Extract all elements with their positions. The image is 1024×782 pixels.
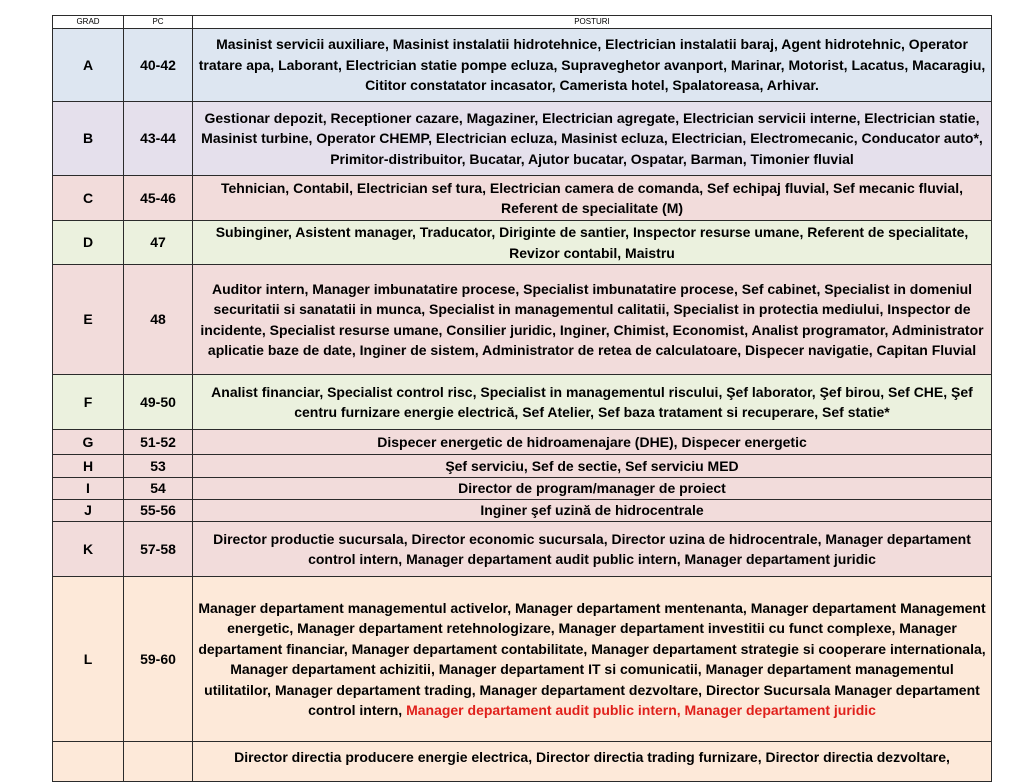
positions-cell: Inginer şef uzină de hidrocentrale <box>193 500 992 522</box>
pc-cell <box>124 742 193 782</box>
grade-cell: I <box>53 478 124 500</box>
grade-cell: K <box>53 522 124 577</box>
positions-cell: Subinginer, Asistent manager, Traducator, Diriginte de santier, Inspector resurse umane, Referent de specialitate, Revizor contabil, Maistru <box>193 221 992 265</box>
grade-cell: J <box>53 500 124 522</box>
positions-cell: Director de program/manager de proiect <box>193 478 992 500</box>
header-posturi: POSTURI <box>193 16 992 29</box>
pc-cell: 53 <box>124 455 193 478</box>
pc-cell: 54 <box>124 478 193 500</box>
grade-cell <box>53 742 124 782</box>
pc-cell: 40-42 <box>124 29 193 102</box>
pc-cell: 43-44 <box>124 102 193 176</box>
grade-cell: A <box>53 29 124 102</box>
pc-cell: 59-60 <box>124 577 193 742</box>
pc-cell: 55-56 <box>124 500 193 522</box>
table-row <box>53 522 992 577</box>
grade-cell: F <box>53 375 124 430</box>
grade-cell: C <box>53 176 124 221</box>
grade-cell: L <box>53 577 124 742</box>
table-row <box>53 221 992 265</box>
positions-cell: Şef serviciu, Sef de sectie, Sef serviciu MED <box>193 455 992 478</box>
table-row <box>53 102 992 176</box>
header-grad: GRAD <box>53 16 124 29</box>
table-row <box>53 265 992 375</box>
pc-cell: 51-52 <box>124 430 193 455</box>
positions-cell: Gestionar depozit, Receptioner cazare, Magaziner, Electrician agregate, Electrician servicii interne, Electrician statie, Masinist turbine, Operator CHEMP, Electrician ecluza, Masinist ecluza, Electrician, Electromecanic, Conducator auto*, Primitor-distribuitor, Bucatar, Ajutor bucatar, Ospatar, Barman, Timonier fluvial <box>193 102 992 176</box>
table-row <box>53 455 992 478</box>
job-grade-table <box>52 15 992 782</box>
table-row <box>53 29 992 102</box>
positions-cell <box>193 577 992 742</box>
positions-cell: Masinist servicii auxiliare, Masinist instalatii hidrotehnice, Electrician instalatii baraj, Agent hidrotehnic, Operator tratare apa, Laborant, Electrician statie pompe ecluza, Supraveghetor avanport, Marinar, Motorist, Lacatus, Macaragiu, Cititor constatator incasator, Camerista hotel, Spalatoreasa, Arhivar. <box>193 29 992 102</box>
table-row <box>53 577 992 742</box>
pc-cell: 57-58 <box>124 522 193 577</box>
grade-cell: B <box>53 102 124 176</box>
positions-cell: Auditor intern, Manager imbunatatire procese, Specialist imbunatatire procese, Sef cabinet, Specialist in domeniul securitatii si sanatatii in munca, Specialist in managementul calitatii, Specialist in protectia mediului, Inspector de incidente, Specialist resurse umane, Consilier juridic, Inginer, Chimist, Economist, Analist programator, Administrator aplicatie baze de date, Inginer de sistem, Administrator de retea de calculatoare, Dispecer navigatie, Capitan Fluvial <box>193 265 992 375</box>
table-row <box>53 176 992 221</box>
grade-cell: G <box>53 430 124 455</box>
pc-cell: 45-46 <box>124 176 193 221</box>
positions-cell: Dispecer energetic de hidroamenajare (DHE), Dispecer energetic <box>193 430 992 455</box>
table-row <box>53 500 992 522</box>
table-row <box>53 742 992 782</box>
header-row <box>53 16 992 29</box>
pc-cell: 48 <box>124 265 193 375</box>
pc-cell: 47 <box>124 221 193 265</box>
grade-cell: E <box>53 265 124 375</box>
table-row <box>53 430 992 455</box>
grade-cell: D <box>53 221 124 265</box>
positions-cell: Tehnician, Contabil, Electrician sef tura, Electrician camera de comanda, Sef echipaj fluvial, Sef mecanic fluvial, Referent de specialitate (M) <box>193 176 992 221</box>
header-pc: PC <box>124 16 193 29</box>
positions-cell: Analist financiar, Specialist control risc, Specialist in managementul riscului, Şef laborator, Şef birou, Sef CHE, Şef centru furnizare energie electrică, Sef Atelier, Sef baza tratament si recuperare, Sef statie* <box>193 375 992 430</box>
positions-cell: Director directia producere energie electrica, Director directia trading furnizare, Director directia dezvoltare, <box>193 742 992 782</box>
grade-cell: H <box>53 455 124 478</box>
table-row <box>53 478 992 500</box>
positions-text: Manager departament managementul activelor, Manager departament mentenanta, Manager departament Management energetic, Manager departament retehnologizare, Manager departament investitii cu funct complexe, Manager departament financiar, Manager departament contabilitate, Manager departament strategie si cooperare internationala, Manager departament achizitii, Manager departament IT si comunicatii, Manager departament managementul utilitatilor, Manager departament trading, Manager departament dezvoltare, Director Sucursala Manager departament control intern, <box>198 599 986 718</box>
positions-text-highlight: Manager departament audit public intern, Manager departament juridic <box>406 702 876 718</box>
table-row <box>53 375 992 430</box>
positions-cell: Director productie sucursala, Director economic sucursala, Director uzina de hidrocentrale, Manager departament control intern, Manager departament audit public intern, Manager departament juridic <box>193 522 992 577</box>
pc-cell: 49-50 <box>124 375 193 430</box>
